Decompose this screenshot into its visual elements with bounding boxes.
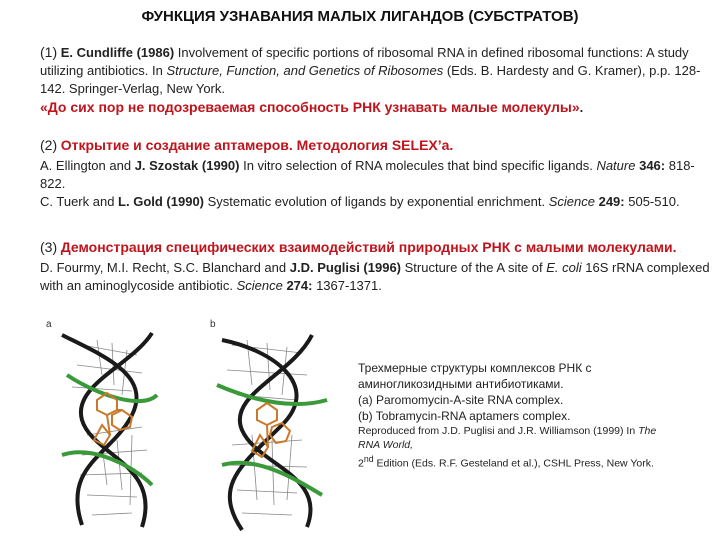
ref-pages: 818-822. bbox=[40, 158, 695, 191]
reference-cundliffe bbox=[40, 43, 712, 98]
panel-a-label: a bbox=[46, 319, 52, 330]
caption-panel-a: (a) Paromomycin-A-site RNA complex. bbox=[358, 393, 564, 407]
ref-text: In vitro selection of RNA molecules that bind specific ligands. bbox=[239, 158, 597, 173]
ref-volume: 346: bbox=[639, 158, 666, 173]
ref-pages: 1367-1371. bbox=[312, 278, 382, 293]
ref-journal: Nature bbox=[596, 158, 636, 173]
ref-authors: L. Gold (1990) bbox=[118, 194, 205, 209]
rna-structures-illustration bbox=[42, 315, 342, 535]
highlight-end: . bbox=[579, 100, 584, 115]
ref-authors: J.D. Puglisi (1996) bbox=[289, 260, 402, 275]
ref-organism: E. coli bbox=[546, 260, 582, 275]
source-edition-suffix: nd bbox=[363, 454, 374, 464]
ref-text: Systematic evolution of ligands by exponential enrichment. bbox=[204, 194, 549, 209]
caption-panel-b: (b) Tobramycin-RNA aptamers complex. bbox=[358, 409, 571, 423]
reference-fourmy bbox=[40, 259, 712, 295]
section-2 bbox=[40, 136, 712, 211]
source-text: Edition (Eds. R.F. Gesteland et al.), CSHL Press, New York. bbox=[373, 457, 654, 470]
section-heading-line bbox=[40, 136, 712, 155]
source-edition: 2 bbox=[358, 457, 364, 470]
ref-pages: 505-510. bbox=[624, 194, 680, 209]
figure-caption bbox=[358, 360, 658, 471]
ref-authors: J. Szostak (1990) bbox=[134, 158, 240, 173]
ref-coauthors: D. Fourmy, M.I. Recht, S.C. Blanchard and bbox=[40, 260, 290, 275]
reference-ellington bbox=[40, 157, 712, 193]
ref-journal: Science bbox=[548, 194, 595, 209]
section-heading: Демонстрация специфических взаимодействий природных РНК с малыми молекулами. bbox=[60, 239, 677, 255]
ref-authors: E. Cundliffe (1986) bbox=[60, 45, 175, 60]
section-3 bbox=[40, 238, 712, 295]
section-heading-line bbox=[40, 238, 712, 257]
caption-title: Трехмерные структуры комплексов РНК с аминогликозидными антибиотиками. bbox=[358, 361, 592, 391]
rna-structures-figure bbox=[42, 315, 342, 535]
panel-b-label: b bbox=[210, 319, 216, 330]
section-heading: Открытие и создание аптамеров. Методология SELEX’а. bbox=[60, 137, 454, 153]
ref-text: 16S rRNA complexed with an aminoglycoside antibiotic. bbox=[40, 260, 710, 293]
ref-text: (Eds. B. Hardesty and G. Kramer), p.p. 128-142. Springer-Verlag, New York. bbox=[40, 63, 701, 96]
panel-b-structure bbox=[217, 335, 327, 530]
section-number: (3) bbox=[40, 239, 58, 255]
section-1 bbox=[40, 43, 712, 117]
ref-journal: Science bbox=[236, 278, 283, 293]
ref-volume: 249: bbox=[598, 194, 625, 209]
source-text: Reproduced from J.D. Puglisi and J.R. Williamson (1999) In bbox=[358, 425, 639, 437]
ref-volume: 274: bbox=[286, 278, 313, 293]
page-title: ФУНКЦИЯ УЗНАВАНИЯ МАЛЫХ ЛИГАНДОВ (СУБСТРАТОВ) bbox=[141, 8, 579, 25]
ref-book-title: Structure, Function, and Genetics of Ribosomes bbox=[166, 63, 444, 78]
ref-coauthor: A. Ellington and bbox=[40, 158, 135, 173]
section-number: (1) bbox=[40, 44, 58, 60]
highlight-quote: «До сих пор не подозреваемая способность РНК узнавать малые молекулы» bbox=[40, 99, 580, 115]
ref-coauthor: C. Tuerk and bbox=[40, 194, 119, 209]
reference-tuerk bbox=[40, 193, 712, 211]
section-number: (2) bbox=[40, 137, 58, 153]
ref-text: Structure of the A site of bbox=[401, 260, 547, 275]
section-highlight bbox=[40, 98, 712, 117]
panel-a-structure bbox=[62, 333, 157, 527]
caption-source bbox=[358, 424, 658, 471]
ref-text: Involvement of specific portions of ribosomal RNA in defined ribosomal functions: A study utilizing antibiotics. In bbox=[40, 45, 689, 78]
source-book: The RNA World, bbox=[358, 425, 657, 451]
